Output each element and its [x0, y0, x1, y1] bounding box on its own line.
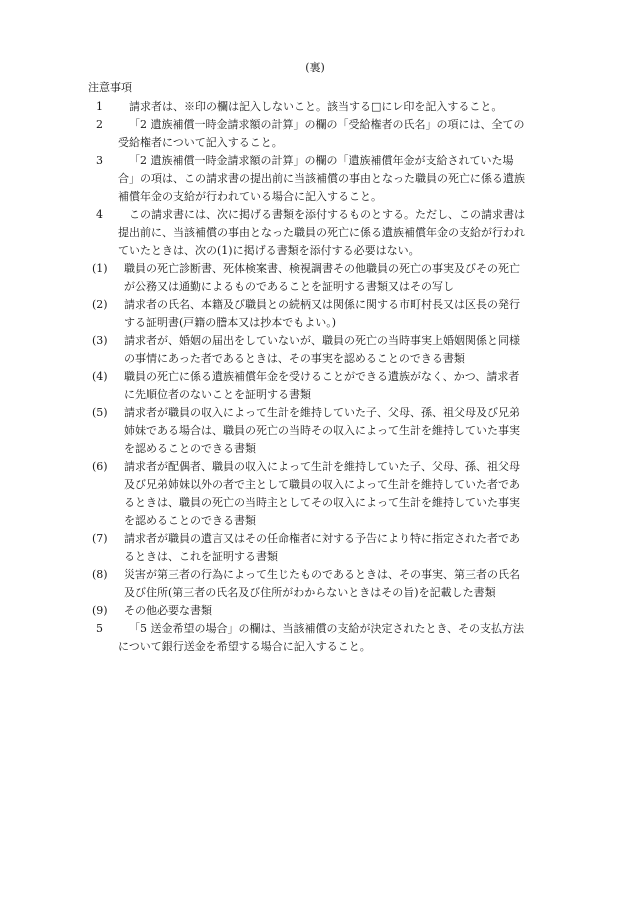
note-item-4 [96, 206, 528, 260]
note-item-5 [96, 620, 528, 656]
note-text: この請求書には、次に掲げる書類を添付するものとする。ただし、この請求書は提出前に、当該補償の事由となった職員の死亡に係る遺族補償年金の支給が行われていたときは、次の(1)に掲げる書類を添付する必要はない。 [118, 208, 525, 257]
note-text: 「5 送金希望の場合」の欄は、当該補償の支給が決定されたとき、その支払方法について銀行送金を希望する場合に記入すること。 [118, 622, 525, 653]
note-number: 2 [96, 118, 103, 131]
attachment-number: (5) [92, 406, 108, 419]
attachment-text: 請求者が職員の収入によって生計を維持していた子、父母、孫、祖父母及び兄弟姉妹である場合は、職員の死亡の当時その収入によって生計を維持していた事実を認めることのできる書類 [124, 406, 520, 455]
attachment-item-8 [92, 566, 528, 602]
attachment-number: (2) [92, 298, 108, 311]
attachment-number: (9) [92, 604, 108, 617]
attachment-item-7 [92, 530, 528, 566]
attachment-number: (4) [92, 370, 108, 383]
note-number: 3 [96, 154, 103, 167]
notes-body [92, 98, 528, 656]
attachment-number: (8) [92, 568, 108, 581]
attachment-text: 災害が第三者の行為によって生じたものであるときは、その事実、第三者の氏名及び住所(第三者の氏名及び住所がわからないときはその旨)を記載した書類 [124, 568, 520, 599]
note-text: 「2 遺族補償一時金請求額の計算」の欄の「受給権者の氏名」の項には、全ての受給権者について記入すること。 [118, 118, 525, 149]
attachment-item-3 [92, 332, 528, 368]
attachment-list [92, 260, 528, 620]
page-side-label: (裏) [305, 61, 325, 74]
note-item-1 [96, 98, 528, 116]
attachment-item-1 [92, 260, 528, 296]
attachment-text: 職員の死亡に係る遺族補償年金を受けることができる遺族がなく、かつ、請求者に先順位者のないことを証明する書類 [124, 370, 520, 401]
notes-heading: 注意事項 [88, 81, 132, 94]
attachment-item-2 [92, 296, 528, 332]
note-number: 1 [96, 100, 103, 113]
attachment-item-9 [92, 602, 528, 620]
attachment-number: (3) [92, 334, 108, 347]
attachment-text: 請求者が、婚姻の届出をしていないが、職員の死亡の当時事実上婚姻関係と同様の事情にあった者であるときは、その事実を認めることのできる書類 [124, 334, 520, 365]
attachment-text: その他必要な書類 [124, 604, 212, 617]
note-text: 「2 遺族補償一時金請求額の計算」の欄の「遺族補償年金が支給されていた場合」の項は、この請求書の提出前に当該補償の事由となった職員の死亡に係る遺族補償年金の支給が行われている場合に記入すること。 [118, 154, 525, 203]
note-item-3 [96, 152, 528, 206]
note-number: 4 [96, 208, 103, 221]
note-item-2 [96, 116, 528, 152]
attachment-item-5 [92, 404, 528, 458]
attachment-number: (6) [92, 460, 108, 473]
attachment-text: 請求者が職員の遺言又はその任命権者に対する予告により特に指定された者であるときは、これを証明する書類 [124, 532, 520, 563]
attachment-item-6 [92, 458, 528, 530]
attachment-number: (1) [92, 262, 108, 275]
attachment-item-4 [92, 368, 528, 404]
attachment-number: (7) [92, 532, 108, 545]
note-number: 5 [96, 622, 103, 635]
note-text: 請求者は、※印の欄は記入しないこと。該当する□にレ印を記入すること。 [129, 100, 503, 113]
attachment-text: 請求者の氏名、本籍及び職員との続柄又は関係に関する市町村長又は区長の発行する証明書(戸籍の謄本又は抄本でもよい。) [124, 298, 520, 329]
attachment-text: 請求者が配偶者、職員の収入によって生計を維持していた子、父母、孫、祖父母及び兄弟姉妹以外の者で主として職員の収入によって生計を維持していた者であるときは、職員の死亡の当時主としてその収入によって生計を維持していた事実を認めることのできる書類 [124, 460, 520, 527]
attachment-text: 職員の死亡診断書、死体検案書、検視調書その他職員の死亡の事実及びその死亡が公務又は通勤によるものであることを証明する書類又はその写し [124, 262, 520, 293]
